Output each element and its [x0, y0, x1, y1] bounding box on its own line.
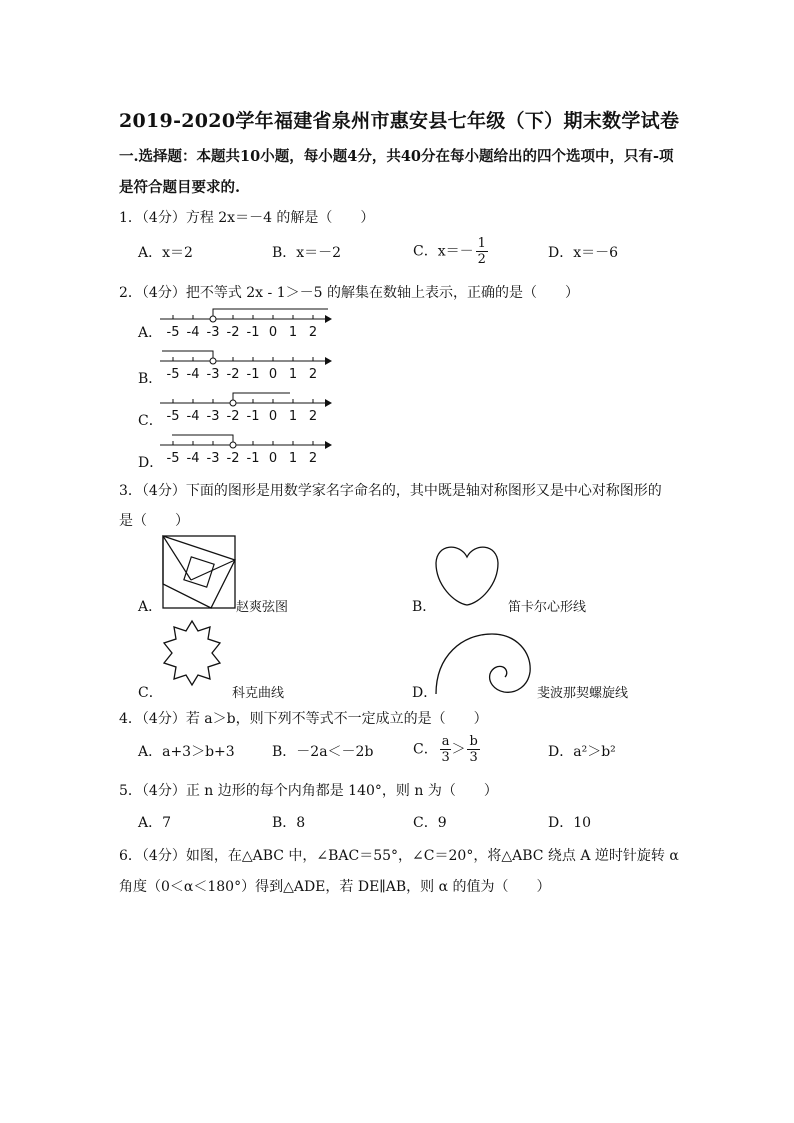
- q1-option-c-prefix: C．x＝－: [413, 243, 474, 260]
- tick-label: -3: [206, 367, 220, 382]
- q1-option-a: A．x＝2: [138, 245, 193, 261]
- q5-option-b: B．8: [272, 815, 306, 831]
- fraction-numerator: a: [441, 734, 450, 749]
- koch-snowflake: [156, 617, 228, 689]
- number-line-ticks: [173, 399, 313, 403]
- q5-option-a: A．7: [138, 815, 172, 831]
- tick-label: -5: [166, 409, 180, 424]
- solution-ray: [172, 435, 236, 448]
- tick-label: -5: [166, 451, 180, 466]
- q4-option-d-label: D．: [548, 744, 574, 760]
- tick-label: 2: [308, 451, 318, 466]
- q5-option-d: D．10: [548, 815, 592, 831]
- q4-c-right-fraction: [467, 734, 479, 765]
- q3-option-a-caption: 赵爽弦图: [236, 600, 289, 615]
- zhao-shuang-diagram: [160, 533, 240, 609]
- cardioid-curve: [432, 541, 502, 611]
- tick-label: -2: [226, 409, 240, 424]
- q3-option-d-label: D．: [412, 685, 438, 701]
- q2-option-d-label: D．: [138, 455, 164, 471]
- number-line-ticks: [173, 357, 313, 361]
- q2-option-a-label: A．: [138, 325, 163, 341]
- number-line-tick-labels: [167, 409, 318, 424]
- number-line-ticks: [173, 315, 313, 319]
- tick-label: 2: [308, 409, 318, 424]
- number-line-c: [158, 389, 333, 425]
- solution-ray: [162, 351, 216, 364]
- section-header-line1: 一.选择题：本题共10小题，每小题4分，共40分在每小题给出的四个选项中，只有-项: [119, 148, 674, 165]
- question-4: 4．（4分）若 a＞b，则下列不等式不一定成立的是（ ）: [119, 711, 488, 727]
- number-line-a: [158, 305, 333, 341]
- number-line-ticks: [173, 441, 313, 445]
- q5-option-c: C．9: [413, 815, 447, 831]
- q2-option-b-label: B．: [138, 371, 163, 387]
- tick-label: -1: [246, 409, 260, 424]
- number-line-axis: [160, 399, 332, 407]
- question-1: 1．（4分）方程 2x＝－4 的解是（ ）: [119, 210, 375, 226]
- fraction-numerator: b: [469, 734, 478, 749]
- tick-label: 1: [288, 367, 298, 382]
- q1-option-c-fraction: [476, 236, 488, 267]
- question-3-line1: 3．（4分）下面的图形是用数学家名字命名的，其中既是轴对称图形又是中心对称图形的: [119, 483, 662, 499]
- question-6-line1: 6．（4分）如图，在△ABC 中，∠BAC＝55°，∠C＝20°，将△ABC 绕点 A 逆时针旋转 α: [119, 848, 679, 864]
- tick-label: -2: [226, 367, 240, 382]
- number-line-b: [158, 347, 333, 383]
- tick-label: -3: [206, 325, 220, 340]
- number-line-d: [158, 431, 333, 467]
- number-line-axis: [160, 357, 332, 365]
- q1-option-c: [413, 236, 488, 267]
- fraction-denominator: 2: [477, 252, 486, 267]
- q3-option-d-caption: 斐波那契螺旋线: [537, 686, 629, 701]
- tick-label: -5: [166, 325, 180, 340]
- fraction-denominator: 3: [469, 750, 478, 765]
- question-2: 2．（4分）把不等式 2x - 1＞－5 的解集在数轴上表示，正确的是（ ）: [119, 285, 579, 301]
- q4-option-d: [548, 741, 616, 761]
- tick-label: -4: [186, 409, 200, 424]
- tick-label: 2: [308, 325, 318, 340]
- solution-ray: [210, 309, 328, 322]
- tick-label: -4: [186, 325, 200, 340]
- tick-label: -2: [226, 325, 240, 340]
- q3-option-c-caption: 科克曲线: [232, 686, 285, 701]
- number-line-axis: [160, 441, 332, 449]
- number-line-axis: [160, 315, 332, 323]
- page-title: 2019-2020学年福建省泉州市惠安县七年级（下）期末数学试卷: [119, 110, 680, 132]
- q3-option-a-label: A．: [138, 599, 163, 615]
- q4-c-left-fraction: [440, 734, 452, 765]
- q1-option-b: B．x＝－2: [272, 245, 342, 261]
- tick-label: 1: [288, 451, 298, 466]
- q3-option-b-label: B．: [412, 599, 437, 615]
- fraction-denominator: 3: [441, 750, 450, 765]
- question-3-line2: 是（ ）: [119, 513, 189, 529]
- q4-option-c: [413, 734, 480, 765]
- section-header-line2: 是符合题目要求的.: [119, 179, 241, 196]
- question-5: 5．（4分）正 n 边形的每个内角都是 140°，则 n 为（ ）: [119, 783, 498, 799]
- q2-option-c-label: C．: [138, 413, 163, 429]
- number-line-tick-labels: [167, 367, 318, 382]
- tick-label: 0: [268, 451, 278, 466]
- tick-label: -3: [206, 409, 220, 424]
- q4-option-d-expr: a²＞b²: [573, 744, 616, 760]
- tick-label: 0: [268, 367, 278, 382]
- q3-option-c-label: C．: [138, 685, 163, 701]
- tick-label: -1: [246, 325, 260, 340]
- q4-option-a: A．a+3＞b+3: [138, 744, 235, 760]
- tick-label: -1: [246, 451, 260, 466]
- q1-option-d: D．x＝－6: [548, 245, 619, 261]
- tick-label: 1: [288, 409, 298, 424]
- tick-label: -2: [226, 451, 240, 466]
- number-line-tick-labels: [167, 451, 318, 466]
- tick-label: -1: [246, 367, 260, 382]
- tick-label: 0: [268, 325, 278, 340]
- tick-label: -4: [186, 451, 200, 466]
- fibonacci-spiral: [430, 628, 534, 698]
- solution-ray: [230, 393, 290, 406]
- tick-label: -3: [206, 451, 220, 466]
- tick-label: 0: [268, 409, 278, 424]
- tick-label: 2: [308, 367, 318, 382]
- q4-option-c-label: C．: [413, 741, 438, 758]
- q4-option-b: B．－2a＜－2b: [272, 744, 374, 760]
- q4-c-operator: ＞: [451, 741, 466, 758]
- tick-label: 1: [288, 325, 298, 340]
- tick-label: -4: [186, 367, 200, 382]
- question-6-line2: 角度（0＜α＜180°）得到△ADE，若 DE∥AB，则 α 的值为（ ）: [119, 879, 551, 895]
- number-line-tick-labels: [167, 325, 318, 340]
- fraction-numerator: 1: [477, 236, 486, 251]
- tick-label: -5: [166, 367, 180, 382]
- q3-option-b-caption: 笛卡尔心形线: [508, 600, 587, 615]
